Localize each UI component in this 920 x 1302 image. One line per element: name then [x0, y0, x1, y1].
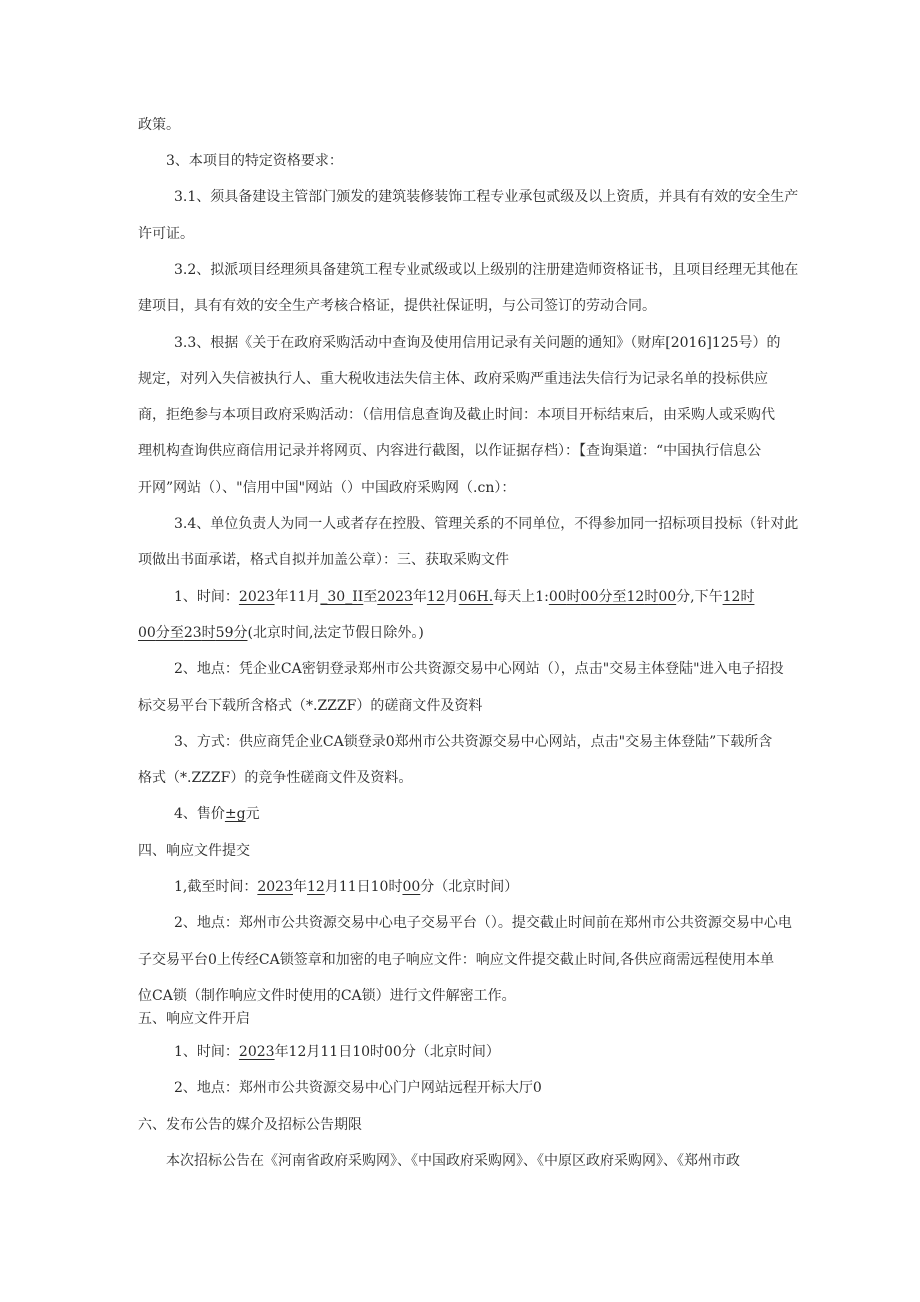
text-line: 4、售价±g元: [174, 806, 260, 822]
text-line: 2、地点：郑州市公共资源交易中心门户网站远程开标大厅0: [174, 1080, 542, 1096]
section-heading: 3、本项目的特定资格要求：: [166, 153, 343, 169]
text-line: 建项目，具有有效的安全生产考核合格证，提供社保证明，与公司签订的劳动合同。: [138, 298, 656, 314]
text-line: 00分至23时59分(北京时间,法定节假日除外。): [138, 625, 424, 641]
section-heading: 四、响应文件提交: [138, 843, 250, 859]
text-line: 许可证。: [138, 226, 194, 242]
text-line: 本次招标公告在《河南省政府采购网》、《中国政府采购网》、《中原区政府采购网》、《郑州市政: [166, 1153, 740, 1169]
section-heading: 六、发布公告的媒介及招标公告期限: [138, 1117, 362, 1133]
text-line: 3.4、单位负责人为同一人或者存在控股、管理关系的不同单位，不得参加同一招标项目投标（针对此: [174, 516, 799, 532]
text-line: 3、方式：供应商凭企业CA锁登录0郑州市公共资源交易中心网站，点击"交易主体登陆”下载所含: [174, 734, 773, 750]
text-line: 3.3、根据《关于在政府采购活动中查询及使用信用记录有关问题的通知》（财库[2016]125号）的: [174, 335, 781, 351]
section-heading: 五、响应文件开启: [138, 1011, 250, 1027]
text-line: 格式（*.ZZZF）的竞争性磋商文件及资料。: [138, 770, 413, 786]
text-line: 位CA锁（制作响应文件时使用的CA锁）进行文件解密工作。: [138, 988, 516, 1004]
text-line: 项做出书面承诺，格式自拟并加盖公章）：三、获取采购文件: [138, 552, 509, 568]
text-line: 1、时间：2023年12月11日10时00分（北京时间）: [174, 1044, 500, 1060]
text-line: 1,截至时间：2023年12月11日10时00分（北京时间）: [174, 879, 519, 895]
text-line: 1、时间：2023年11月_30_II至2023年12月06H.每天上1:00时00分至12时00分,下午12时: [174, 589, 755, 605]
text-line: 规定，对列入失信被执行人、重大税收违法失信主体、政府采购严重违法失信行为记录名单的投标供应: [138, 371, 768, 387]
text-line: 开网”网站（）、"信用中国"网站（）中国政府采购网（.cn）：: [138, 480, 516, 496]
text-line: 2、地点：凭企业CA密钥登录郑州市公共资源交易中心网站（），点击"交易主体登陆"进入电子招投: [174, 661, 784, 677]
text-line: 标交易平台下载所含格式（*.ZZZF）的磋商文件及资料: [138, 698, 483, 714]
text-line: 政策。: [138, 117, 180, 133]
text-line: 理机构查询供应商信用记录并将网页、内容进行截图，以作证据存档）：【查询渠道：“中国执行信息公: [138, 443, 762, 459]
text-line: 子交易平台0上传经CA锁签章和加密的电子响应文件：响应文件提交截止时间,各供应商需远程使用本单: [138, 952, 775, 968]
text-line: 2、地点：郑州市公共资源交易中心电子交易平台（）。提交截止时间前在郑州市公共资源交易中心电: [174, 915, 792, 931]
text-line: 3.2、拟派项目经理须具备建筑工程专业贰级或以上级别的注册建造师资格证书，且项目经理无其他在: [174, 262, 799, 278]
text-line: 3.1、须具备建设主管部门颁发的建筑装修装饰工程专业承包贰级及以上资质，并具有有效的安全生产: [174, 189, 799, 205]
text-line: 商，拒绝参与本项目政府采购活动：（信用信息查询及截止时间：本项目开标结束后，由采购人或采购代: [138, 407, 775, 423]
